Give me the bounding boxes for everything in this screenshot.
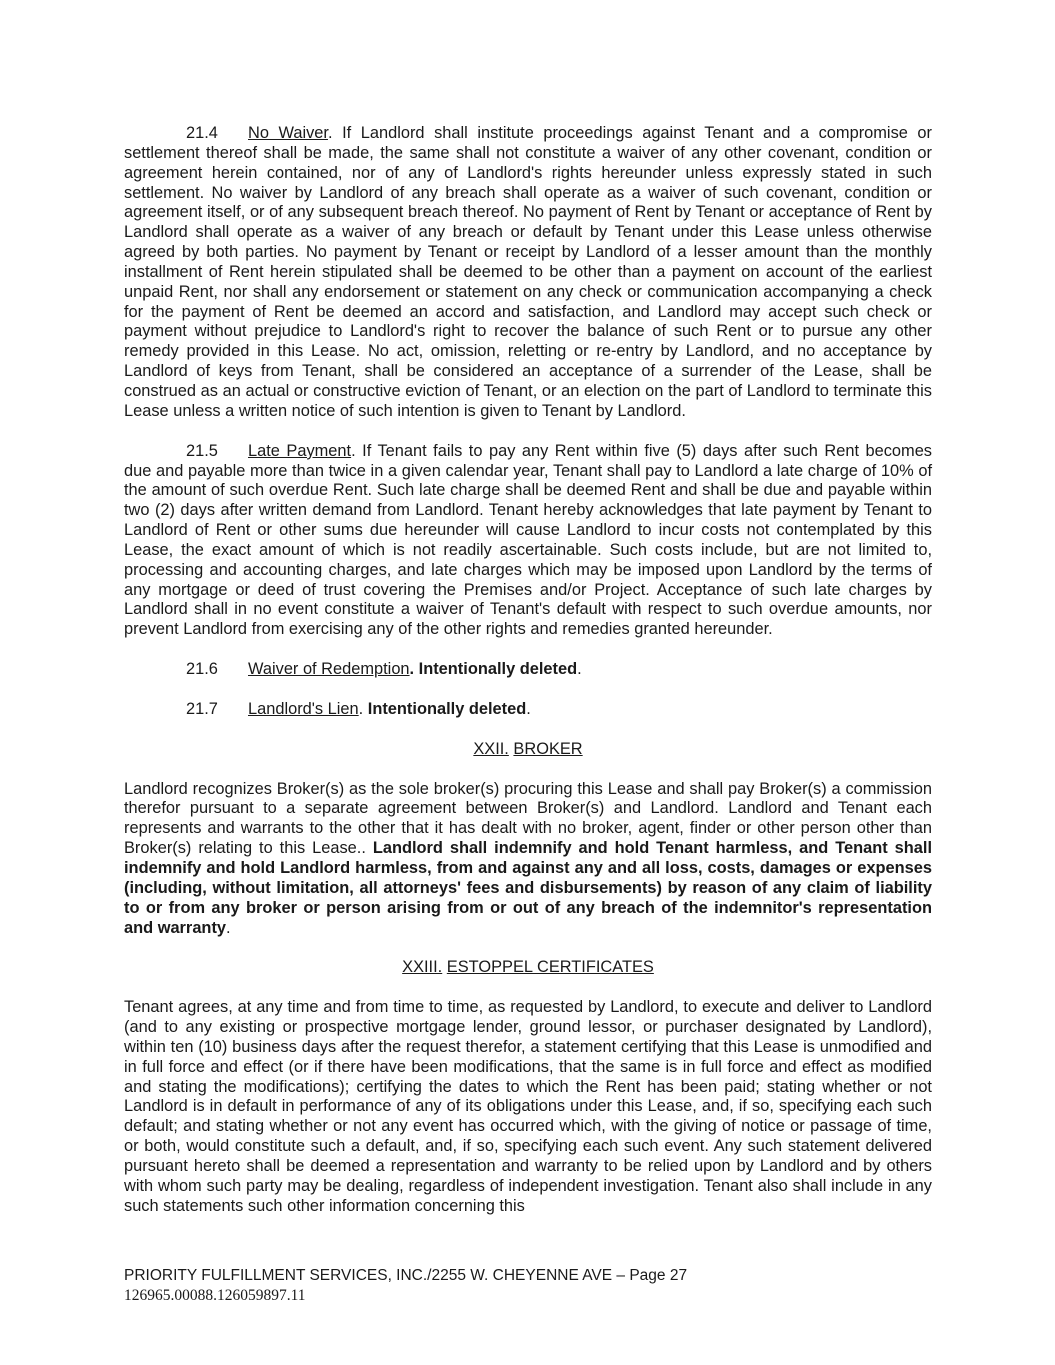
section-21-4 <box>124 124 932 422</box>
section-21-7 <box>124 700 932 720</box>
article-23-heading <box>124 958 932 978</box>
article-bold-text: Landlord shall indemnify and hold Tenant harmless, and Tenant shall indemnify and hold Landlord harmless, from and against any and all loss, costs, damages or expenses (including, without limitation, all attorneys' fees and disbursements) by reason of any claim of liability to or from any broker or person arising from or out of any breach of the indemnitor's representation and warranty <box>124 839 932 937</box>
section-end: . <box>526 699 531 718</box>
section-21-6 <box>124 660 932 680</box>
section-bold-text: . Intentionally deleted <box>409 660 578 679</box>
section-title: Late Payment <box>248 441 352 460</box>
section-separator: . <box>358 699 368 718</box>
section-title: Landlord's Lien <box>248 699 359 718</box>
article-23-body <box>124 998 932 1216</box>
section-body: . If Landlord shall institute proceedings against Tenant and a compromise or settlement thereof shall be made, the same shall not constitute a waiver of any other covenant, condition or agreement herein contained, nor of any of Landlord's rights hereunder unless expressly stated in such settlement. No waiver by Landlord of any breach shall operate as a waiver of such covenant, condition or agreement itself, or of any subsequent breach thereof. No payment of Rent by Tenant or acceptance of Rent by Landlord shall operate as a waiver of any breach or default by Tenant under this Lease unless otherwise agreed by both parties. No payment by Tenant or receipt by Landlord of a lesser amount than the monthly installment of Rent herein stipulated shall be deemed to be other than a payment on account of the earliest unpaid Rent, nor shall any endorsement or statement on any check or communication accompanying a check for the payment of Rent be deemed an accord and satisfaction, and Landlord may accept such check or payment without prejudice to Landlord's right to recover the balance of such Rent or to pursue any other remedy provided in this Lease. No act, omission, reletting or re-entry by Landlord, and no acceptance by Landlord of keys from Tenant, shall be considered an acceptance of a surrender of the Lease, shall be construed as an actual or constructive eviction of Tenant, or an election on the part of Landlord to terminate this Lease unless a written notice of such intention is given to Tenant by Landlord. <box>124 124 932 420</box>
section-number: 21.5 <box>186 441 218 460</box>
section-21-5 <box>124 442 932 640</box>
section-bold-text: Intentionally deleted <box>367 699 527 718</box>
page-footer <box>124 1266 687 1305</box>
footer-title: PRIORITY FULFILLMENT SERVICES, INC./2255 W. CHEYENNE AVE – Page 27 <box>124 1267 688 1284</box>
section-number: 21.7 <box>186 699 218 718</box>
section-title: No Waiver <box>248 124 328 142</box>
article-end: . <box>226 918 231 937</box>
article-title: ESTOPPEL CERTIFICATES <box>446 958 654 977</box>
article-22-heading <box>124 740 932 760</box>
section-number: 21.6 <box>186 660 218 679</box>
article-number: XXII. <box>473 739 509 758</box>
document-page <box>124 124 932 1217</box>
section-number: 21.4 <box>186 124 218 142</box>
article-title: BROKER <box>513 739 583 758</box>
section-end: . <box>577 660 582 679</box>
section-body: . If Tenant fails to pay any Rent within five (5) days after such Rent becomes due and payable more than twice in a given calendar year, Tenant shall pay to Landlord a late charge of 10% of the amount of such overdue Rent. Such late charge shall be deemed Rent and shall be due and payable within two (2) days after written demand from Landlord. Tenant hereby acknowledges that late payment by Tenant to Landlord of Rent or other sums due hereunder will cause Landlord to incur costs not contemplated by this Lease, the exact amount of which is not readily ascertainable. Such costs include, but are not limited to, processing and accounting charges, and late charges which may be imposed upon Landlord by the terms of any mortgage or deed of trust covering the Premises and/or Project. Acceptance of such late charges by Landlord shall in no event constitute a waiver of Tenant's default with respect to such overdue amounts, nor prevent Landlord from exercising any of the other rights and remedies granted hereunder. <box>124 441 933 639</box>
article-text: Landlord recognizes Broker(s) as the sole broker(s) procuring this Lease and shall pay Broker(s) a commission therefor pursuant to a separate agreement between Broker(s) and Landlord. Landlord and Tenant each represents and warrants to the other that it has dealt with no broker, agent, finder or other person other than Broker(s) relating to this Lease.. <box>124 779 932 858</box>
section-title: Waiver of Redemption <box>248 660 410 679</box>
article-number: XXIII. <box>402 958 443 977</box>
article-text: Tenant agrees, at any time and from time to time, as requested by Landlord, to execute and deliver to Landlord (and to any existing or prospective mortgage lender, ground lessor, or purchaser designated by Landlord), within ten (10) business days after the request therefor, a statement certifying that this Lease is unmodified and in full force and effect (or if there have been modifications, that the same is in full force and effect as modified and stating the modifications); certifying the dates to which the Rent has been paid; stating whether or not Landlord is in default in performance of any of its obligations under this Lease, and, if so, specifying each such default; and stating whether or not any event has occurred which, with the giving of notice or passage of time, or both, would constitute such a default, and, if so, specifying each such event. Any such statement delivered pursuant hereto shall be deemed a representation and warranty to be relied upon by Landlord and by others with whom such party may be dealing, regardless of independent investigation. Tenant also shall include in any such statements such other information concerning this <box>124 998 932 1215</box>
article-22-body <box>124 780 932 939</box>
footer-doc-id: 126965.00088.126059897.11 <box>124 1287 306 1304</box>
